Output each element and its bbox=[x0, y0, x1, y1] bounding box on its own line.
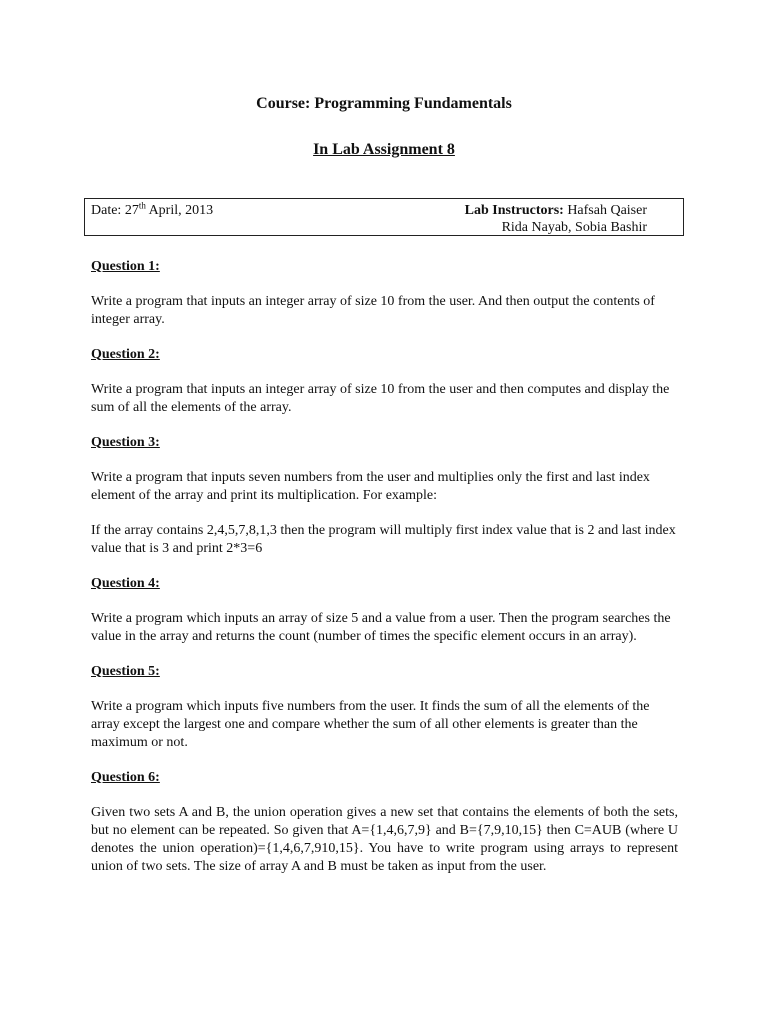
question-6-text: Given two sets A and B, the union operation gives a new set that contains the elements of both the sets, but no element can be repeated. So given that A={1,4,6,7,9} and B={7,9,10,15} then C=AUB (where U denotes the union operation)={1,4,6,7,910,15}. You have to write program using arrays to represent union of two sets. The size of array A and B must be taken as input from the user. bbox=[91, 805, 678, 874]
question-4-text: Write a program which inputs an array of size 5 and a value from a user. Then the program searches the value in the array and returns the count (number of times the specific element occurs in an array). bbox=[91, 611, 671, 644]
question-3-heading: Question 3: bbox=[91, 435, 160, 450]
instructors-label: Lab Instructors: bbox=[464, 203, 564, 218]
date-prefix: Date: 27 bbox=[91, 203, 139, 218]
question-3-example: If the array contains 2,4,5,7,8,1,3 then the program will multiply first index value that is 2 and last index value that is 3 and print 2*3=6 bbox=[91, 523, 676, 556]
instructors-line-1 bbox=[465, 202, 647, 219]
date-suffix: April, 2013 bbox=[145, 203, 214, 218]
instructor-primary: Hafsah Qaiser bbox=[563, 203, 647, 218]
question-5-heading: Question 5: bbox=[91, 664, 160, 679]
date-line bbox=[91, 202, 213, 219]
date-ordinal-suffix: th bbox=[138, 200, 146, 211]
question-5-text: Write a program which inputs five numbers from the user. It finds the sum of all the elements of the array except the largest one and compare whether the sum of all other elements is greater than the maximum or not. bbox=[91, 699, 650, 750]
question-2-text: Write a program that inputs an integer array of size 10 from the user and then computes and display the sum of all the elements of the array. bbox=[91, 382, 670, 415]
question-2-heading: Question 2: bbox=[91, 347, 160, 362]
assignment-title: In Lab Assignment 8 bbox=[313, 141, 455, 158]
question-6-heading: Question 6: bbox=[91, 770, 160, 785]
question-1-text: Write a program that inputs an integer array of size 10 from the user. And then output the contents of integer array. bbox=[91, 294, 655, 327]
question-4-heading: Question 4: bbox=[91, 576, 160, 591]
question-1-heading: Question 1: bbox=[91, 259, 160, 274]
lab-instructors bbox=[465, 202, 647, 236]
questions-content bbox=[91, 258, 678, 893]
course-title: Course: Programming Fundamentals bbox=[256, 95, 512, 112]
info-box bbox=[84, 198, 684, 236]
instructors-line-2: Rida Nayab, Sobia Bashir bbox=[501, 220, 647, 235]
question-3-text: Write a program that inputs seven numbers from the user and multiplies only the first and last index element of the array and print its multiplication. For example: bbox=[91, 470, 650, 503]
